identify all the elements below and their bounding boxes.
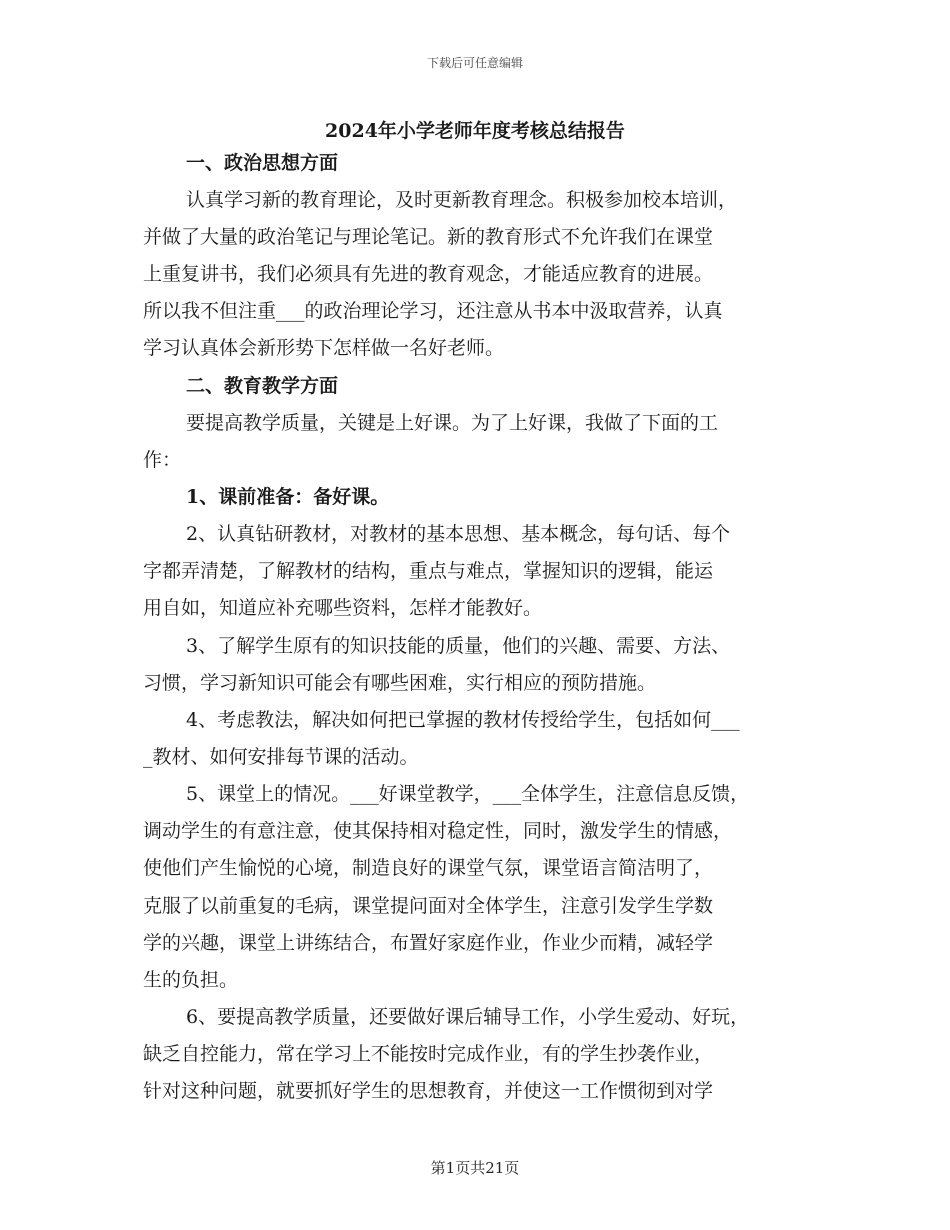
page-header-note: 下载后可任意编辑: [426, 56, 523, 70]
paragraph-line: 调动学生的有意注意，使其保持相对稳定性，同时，激发学生的情感，: [143, 820, 733, 842]
paragraph-line: 要提高教学质量，关键是上好课。为了上好课，我做了下面的工: [186, 412, 719, 434]
paragraph-line: 6、要提高教学质量，还要做好课后辅导工作，小学生爱动、好玩，: [186, 1006, 750, 1028]
paragraph-line: 缺乏自控能力，常在学习上不能按时完成作业，有的学生抄袭作业，: [143, 1043, 714, 1065]
paragraph-line: 生的负担。: [143, 969, 239, 991]
paragraph-line: 并做了大量的政治笔记与理论笔记。新的教育形式不允许我们在课堂: [143, 226, 714, 248]
paragraph-line: 使他们产生愉悦的心境，制造良好的课堂气氛，课堂语言简洁明了，: [143, 857, 714, 879]
paragraph-line: 用自如，知道应补充哪些资料，怎样才能教好。: [143, 597, 543, 619]
paragraph-line: 学的兴趣，课堂上讲练结合，布置好家庭作业，作业少而精，减轻学: [143, 932, 714, 954]
paragraph-line: 3、了解学生原有的知识技能的质量，他们的兴趣、需要、方法、: [186, 635, 731, 657]
paragraph-line: 所以我不但注重___的政治理论学习，还注意从书本中汲取营养，认真: [143, 300, 723, 322]
paragraph-line: 针对这种问题，就要抓好学生的思想教育，并使这一工作惯彻到对学: [143, 1080, 714, 1102]
paragraph-line: 字都弄清楚，了解教材的结构，重点与难点，掌握知识的逻辑，能运: [143, 560, 714, 582]
paragraph-line: 习惯，学习新知识可能会有哪些困难，实行相应的预防措施。: [143, 672, 657, 694]
paragraph-line: 认真学习新的教育理论，及时更新教育理念。积极参加校本培训，: [186, 189, 738, 211]
section-heading: 二、教育教学方面: [186, 375, 339, 397]
paragraph-line: 4、考虑教法，解决如何把已掌握的教材传授给学生，包括如何___: [186, 709, 740, 731]
subsection-heading: 1、课前准备：备好课。: [186, 486, 390, 508]
paragraph-line: 5、课堂上的情况。___好课堂教学，___全体学生，注意信息反馈，: [186, 783, 750, 805]
paragraph-line: 2、认真钻研教材，对教材的基本思想、基本概念，每句话、每个: [186, 523, 731, 545]
paragraph-line: _教材、如何安排每节课的活动。: [143, 746, 419, 768]
document-title: 2024年小学老师年度考核总结报告: [325, 120, 625, 142]
paragraph-line: 克服了以前重复的毛病，课堂提问面对全体学生，注意引发学生学数: [143, 895, 714, 917]
page-number: 第1页共21页: [430, 1159, 520, 1177]
paragraph-line: 学习认真体会新形势下怎样做一名好老师。: [143, 337, 505, 359]
section-heading: 一、政治思想方面: [186, 152, 339, 174]
paragraph-line: 上重复讲书，我们必须具有先进的教育观念，才能适应教育的进展。: [143, 263, 714, 285]
paragraph-line: 作：: [143, 449, 182, 471]
